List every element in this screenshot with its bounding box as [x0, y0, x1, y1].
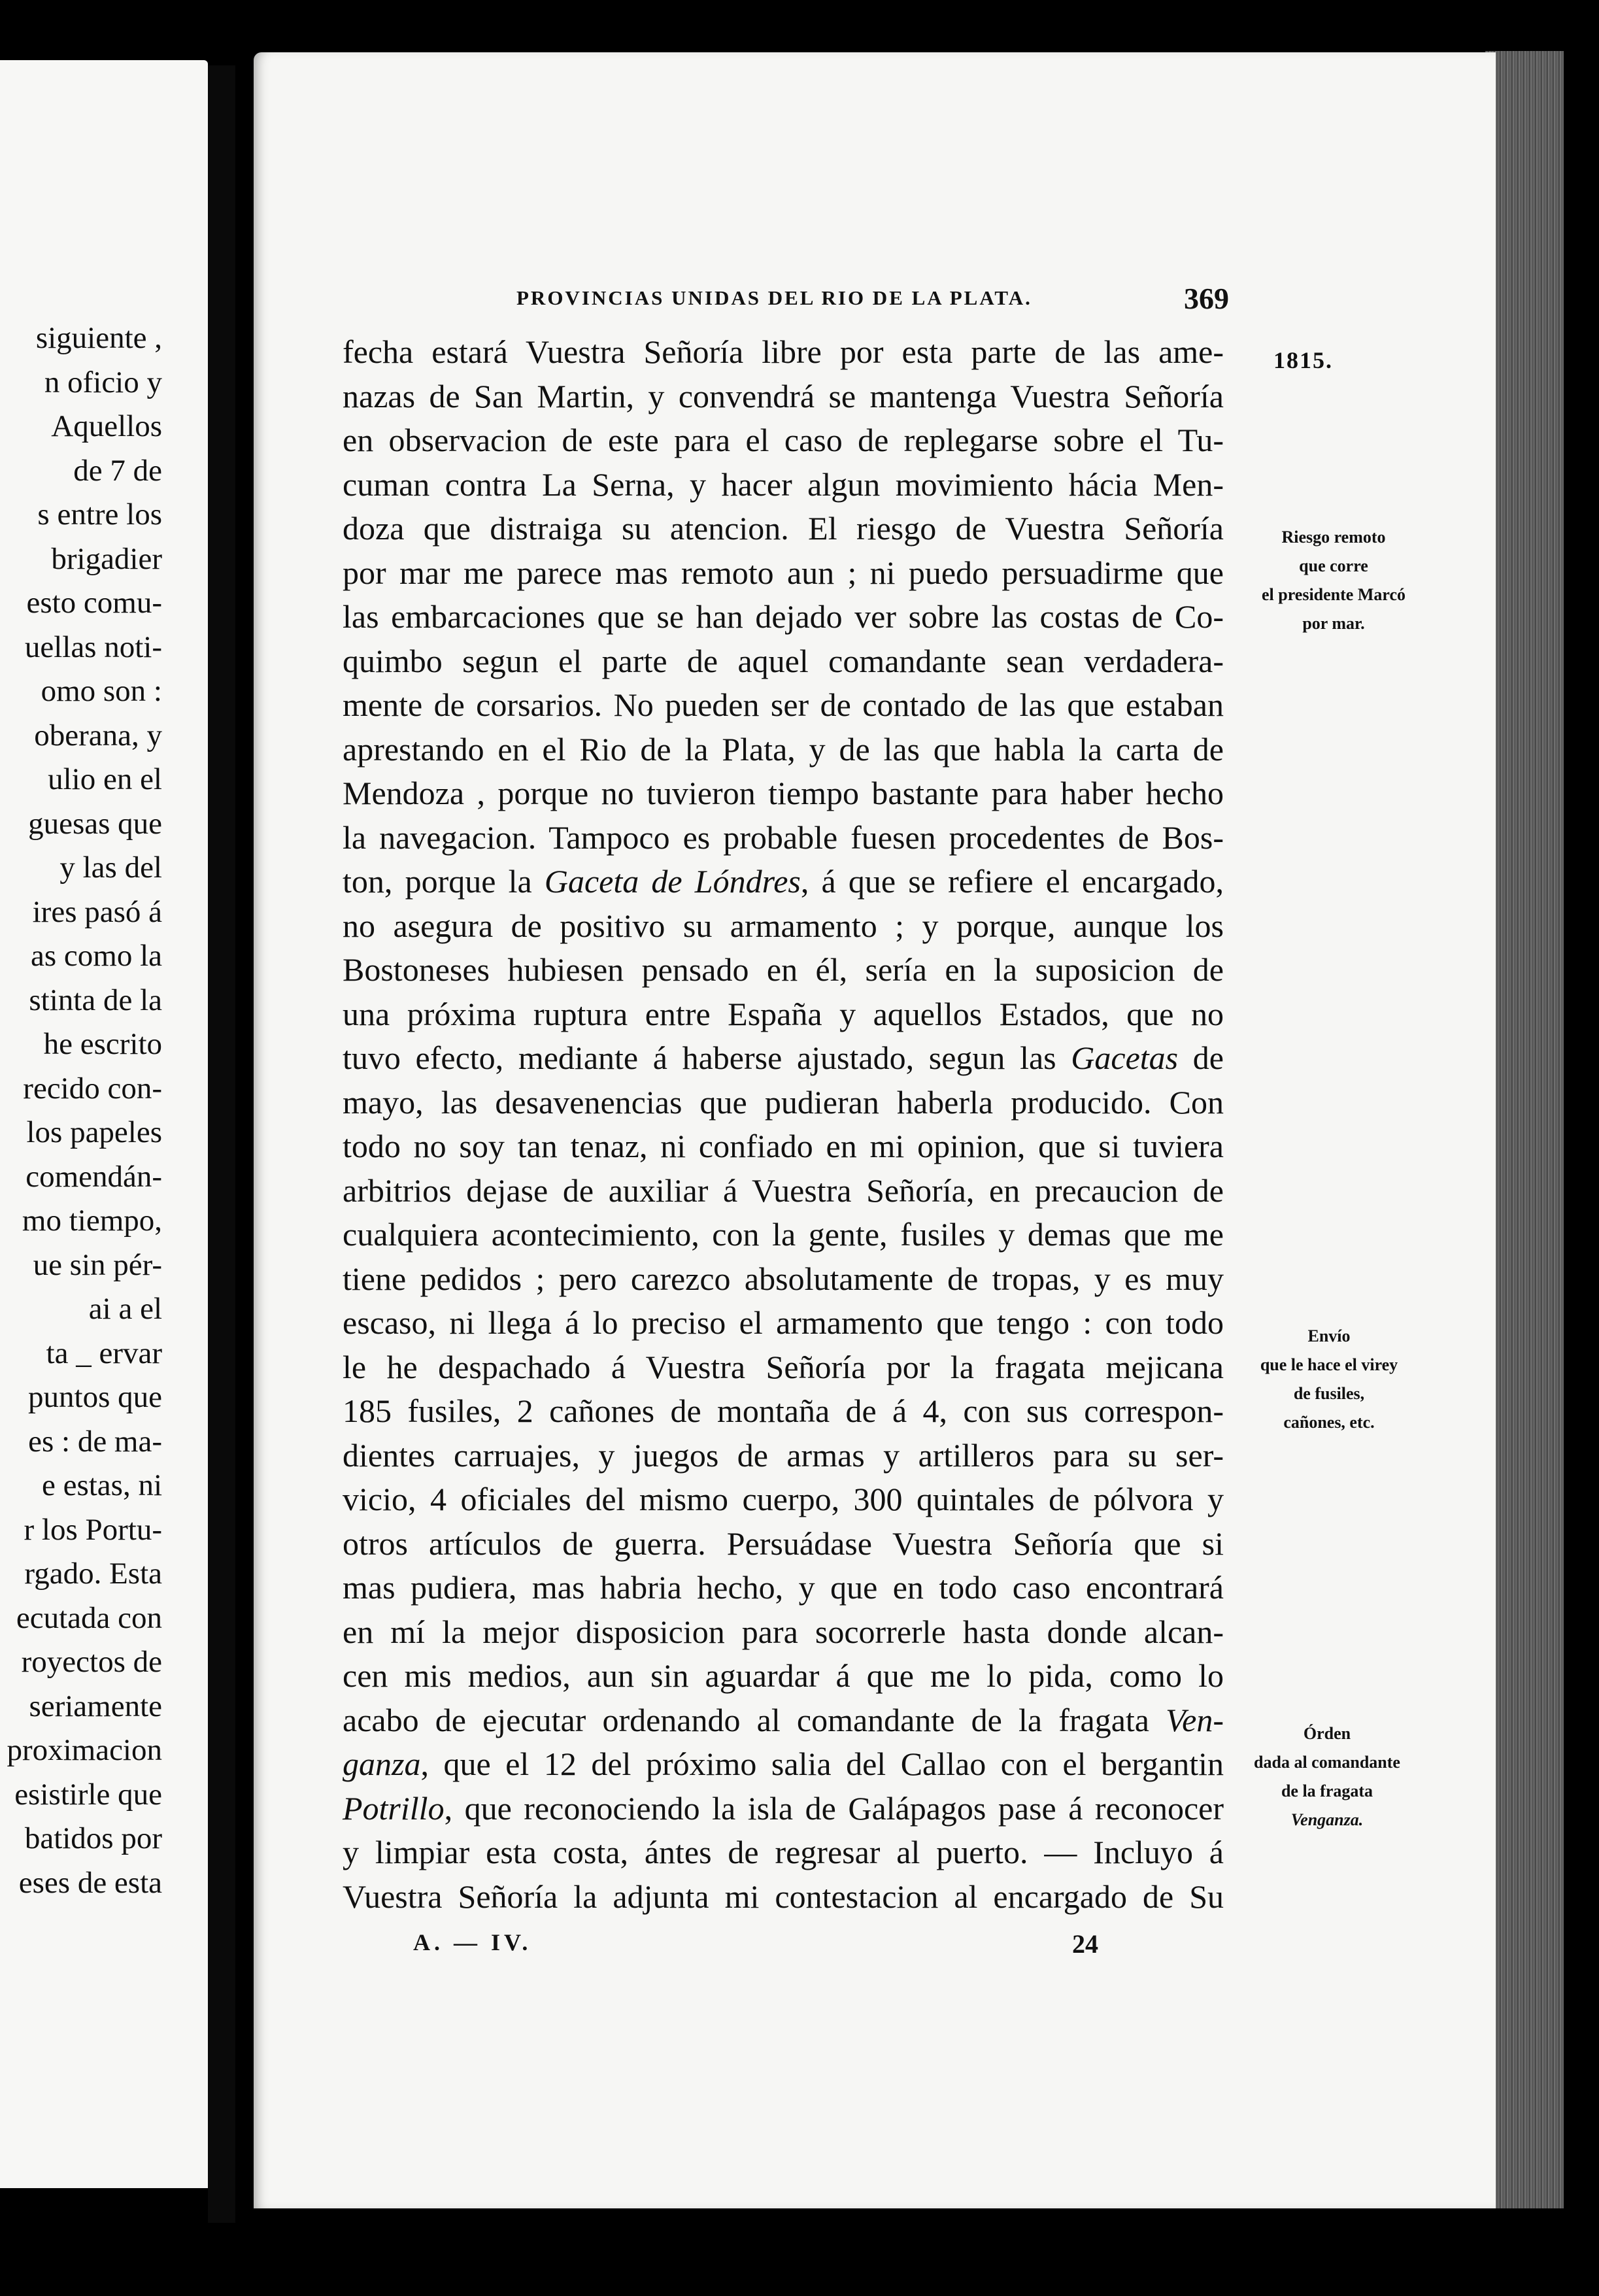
body-line: 185 fusiles, 2 cañones de montaña de á 4, con sus correspon-	[343, 1393, 1224, 1429]
left-line: puntos que	[28, 1380, 162, 1414]
line-text: de	[1178, 1039, 1224, 1076]
left-line: esto comu-	[26, 586, 162, 620]
book-gutter	[208, 65, 235, 2223]
left-line: stinta de la	[29, 983, 162, 1017]
left-line: s entre los	[37, 498, 162, 532]
left-line: proximacion	[7, 1733, 162, 1767]
line-text: , á que se refiere el encargado,	[800, 863, 1224, 900]
body-line: las embarcaciones que se han dejado ver sobre las costas de Co-	[343, 598, 1224, 635]
left-line: ue sin pér-	[33, 1247, 162, 1282]
left-line: ires pasó á	[32, 894, 162, 929]
page-number: 369	[1184, 282, 1229, 315]
body-text	[343, 330, 1224, 1919]
left-line: omo son :	[41, 674, 162, 708]
margin-note-line: que corre	[1299, 556, 1368, 575]
body-line: Vuestra Señoría la adjunta mi contestacion al encargado de Su	[343, 1878, 1224, 1915]
margin-note-line: Venganza.	[1290, 1810, 1364, 1829]
margin-note-line: de fusiles,	[1293, 1384, 1365, 1403]
left-line: seriamente	[29, 1689, 162, 1723]
line-text: , que reconociendo la isla de Galápagos pase á reconocer	[444, 1789, 1224, 1827]
left-line: esistirle que	[14, 1777, 162, 1812]
italic-ship-name: ganza	[343, 1746, 421, 1782]
body-line: la navegacion. Tampoco es probable fuesen procedentes de Bos-	[343, 819, 1224, 856]
footer-sheet-number: 24	[1072, 1929, 1098, 1959]
body-line: una próxima ruptura entre España y aquellos Estados, que no	[343, 995, 1224, 1032]
left-line: Aquellos	[51, 409, 162, 443]
margin-note-line: que le hace el virey	[1260, 1355, 1398, 1374]
margin-note-line: cañones, etc.	[1283, 1413, 1375, 1432]
left-line: r los Portu-	[24, 1512, 162, 1547]
body-line: nazas de San Martin, y convendrá se mantenga Vuestra Señoría	[343, 377, 1224, 414]
margin-note-line: Envío	[1307, 1326, 1351, 1345]
line-text: tuvo efecto, mediante á haberse ajustado, segun las	[343, 1039, 1071, 1076]
body-line	[343, 1787, 1224, 1831]
body-line: fecha estará Vuestra Señoría libre por esta parte de las ame-	[343, 333, 1224, 370]
body-line: por mar me parece mas remoto aun ; ni puedo persuadirme que	[343, 554, 1224, 591]
italic-gacetas: Gacetas	[1071, 1039, 1179, 1076]
body-line: cuman contra La Serna, y hacer algun movimiento hácia Men-	[343, 465, 1224, 503]
line-text: ton, porque la	[343, 863, 545, 900]
left-line: es : de ma-	[28, 1424, 162, 1459]
left-facing-page	[0, 60, 208, 2188]
body-line: todo no soy tan tenaz, ni confiado en mi opinion, que si tuviera	[343, 1128, 1224, 1164]
body-line	[343, 1742, 1224, 1787]
margin-note-riesgo	[1239, 523, 1428, 638]
left-line: e estas, ni	[41, 1468, 162, 1502]
italic-ship-name: Potrillo	[343, 1789, 445, 1827]
body-line: cualquiera acontecimiento, con la gente, fusiles y demas que me	[343, 1216, 1224, 1253]
left-line: guesas que	[28, 806, 162, 841]
body-line: dientes carruajes, y juegos de armas y artilleros para su ser-	[343, 1436, 1224, 1474]
page-edges	[1485, 51, 1564, 2208]
margin-note-line: de la fragata	[1281, 1781, 1373, 1800]
left-line: recido con-	[23, 1071, 162, 1106]
left-line: ai a el	[88, 1292, 162, 1326]
left-line: brigadier	[51, 541, 162, 576]
left-line: n oficio y	[44, 365, 162, 399]
body-line	[343, 1698, 1224, 1743]
body-line: tiene pedidos ; pero carezco absolutamente de tropas, y es muy	[343, 1260, 1224, 1297]
left-line: ecutada con	[16, 1600, 162, 1635]
year-marginal: 1815.	[1273, 347, 1333, 373]
body-line: Bostoneses hubiesen pensado en él, sería en la suposicion de	[343, 951, 1224, 988]
body-line: en observacion de este para el caso de replegarse sobre el Tu-	[343, 422, 1224, 458]
margin-note-envio	[1234, 1322, 1424, 1437]
body-line: mayo, las desavenencias que pudieran haberla producido. Con	[343, 1083, 1224, 1121]
left-line: eses de esta	[18, 1865, 162, 1900]
body-line: escaso, ni llega á lo preciso el armamento que tengo : con todo	[343, 1304, 1224, 1341]
footer-signature-mark: A. — IV.	[413, 1929, 532, 1955]
line-text: acabo de ejecutar ordenando al comandante de la fragata	[343, 1701, 1166, 1738]
left-line: rgado. Esta	[24, 1557, 162, 1591]
left-line: comendán-	[25, 1159, 162, 1194]
body-line: mente de corsarios. No pueden ser de contado de las que estaban	[343, 686, 1224, 723]
left-line: ta _ ervar	[46, 1336, 162, 1370]
left-line: batidos por	[24, 1821, 162, 1855]
left-line: as como la	[31, 939, 162, 973]
margin-note-line: el presidente Marcó	[1262, 585, 1405, 604]
left-line: los papeles	[26, 1115, 162, 1149]
left-line: uellas noti-	[24, 630, 162, 664]
line-text: , que el 12 del próximo salia del Callao con el bergantin	[420, 1746, 1224, 1782]
body-line: quimbo segun el parte de aquel comandante sean verdadera-	[343, 642, 1224, 679]
body-line: le he despachado á Vuestra Señoría por la fragata mejicana	[343, 1348, 1224, 1385]
margin-note-line: por mar.	[1302, 614, 1365, 633]
italic-ship-name: Ven-	[1166, 1701, 1224, 1738]
margin-note-line: Órden	[1303, 1724, 1351, 1743]
body-line: arbitrios dejase de auxiliar á Vuestra Señoría, en precaucion de	[343, 1172, 1224, 1209]
body-line: vicio, 4 oficiales del mismo cuerpo, 300 quintales de pólvora y	[343, 1481, 1224, 1517]
margin-note-line: dada al comandante	[1254, 1753, 1400, 1772]
body-line: mas pudiera, mas habria hecho, y que en todo caso encontrará	[343, 1569, 1224, 1606]
left-line: de 7 de	[73, 453, 162, 488]
left-line: royectos de	[21, 1645, 162, 1679]
running-head: PROVINCIAS UNIDAS DEL RIO DE LA PLATA.	[516, 286, 1032, 309]
left-line: he escrito	[43, 1027, 162, 1061]
left-line: oberana, y	[34, 718, 162, 752]
body-line: Mendoza , porque no tuvieron tiempo bastante para haber hecho	[343, 775, 1224, 811]
body-line: aprestando en el Rio de la Plata, y de las que habla la carta de	[343, 730, 1224, 768]
body-line	[343, 860, 1224, 904]
left-line: mo tiempo,	[22, 1204, 162, 1238]
italic-title-gaceta: Gaceta de Lóndres	[544, 863, 801, 900]
margin-note-line: Riesgo remoto	[1281, 528, 1386, 547]
margin-note-orden	[1232, 1719, 1422, 1834]
body-line: cen mis medios, aun sin aguardar á que me lo pida, como lo	[343, 1657, 1224, 1694]
body-line: doza que distraiga su atencion. El riesgo de Vuestra Señoría	[343, 510, 1224, 547]
body-line: en mí la mejor disposicion para socorrerle hasta donde alcan-	[343, 1613, 1224, 1650]
left-page-text	[0, 316, 162, 1905]
body-line: y limpiar esta costa, ántes de regresar al puerto. — Incluyo á	[343, 1834, 1224, 1870]
left-line: siguiente ,	[35, 321, 162, 355]
left-line: ulio en el	[48, 762, 162, 796]
body-line	[343, 1036, 1224, 1081]
left-line: y las del	[59, 851, 162, 885]
body-line: no asegura de positivo su armamento ; y porque, aunque los	[343, 907, 1224, 944]
body-line: otros artículos de guerra. Persuádase Vuestra Señoría que si	[343, 1525, 1224, 1562]
